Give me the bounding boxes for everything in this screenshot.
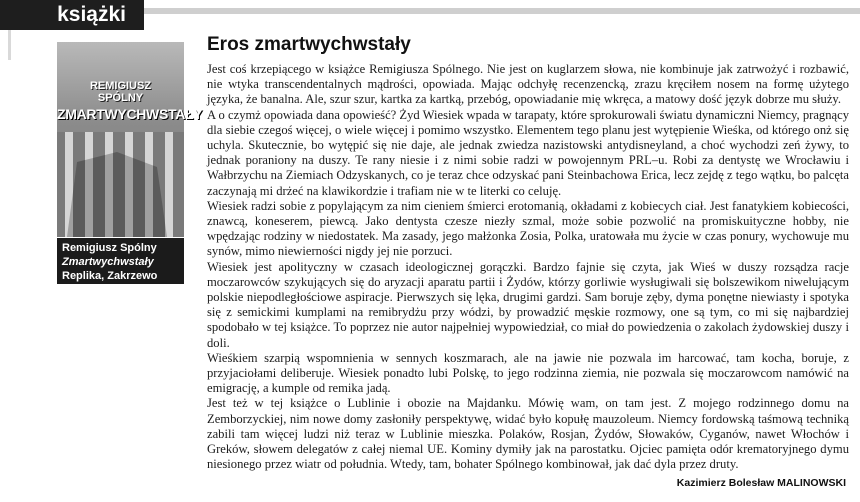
caption-author: Remigiusz Spólny <box>62 242 157 254</box>
cover-title: ZMARTWYCHWSTAŁY <box>57 106 203 122</box>
paragraph: Wiesiek radzi sobie z popylającym za nim cieniem śmierci erotomanią, okładami z kobiecych ciał. Jest fanatykiem kobiecości, znawcą, koneserem, piewcą. Jako dentysta czesze niezły szmal, może sobie pozwolić na promiskuityczne hobby, nie wpędzając rodziny w niedostatek. Ma zasady, jego małżonka Zosia, Polka, uratowała mu życie w czas ponury, wychowuje mu synów, mimo niewierności nigdy jej nie porzuci. <box>207 198 849 259</box>
book-cover-image <box>57 42 203 237</box>
paragraph: Wiesiek jest apolityczny w czasach ideologicznej gorączki. Bardzo fajnie się czyta, jak Wieś w duszy rozsądza racje moczarowców szykujących się do aryzacji aparatu partii i Żydów, którzy gorliwie wysługiwali się bolszewikom niwelującym polskie niepodległościowe aspiracje. Pierwszych się lęka, drugimi gardzi. Sam boruje zęby, dyma ponętne niewiasty i spotyka się z semickimi kumplami na remibrydżu przy wódzi, by prowadzić męskie rozmowy, one są tym, co mi się najbardziej spodobało w tej książce. To poprzez nie autor najpełniej wypowiedział, co miał do powiedzenia o zakolach żydowskiej duszy i doli. <box>207 259 849 350</box>
sidebar-rule <box>8 30 11 60</box>
paragraph: Jest coś krzepiącego w książce Remigiusza Spólnego. Nie jest on kuglarzem słowa, nie kombinuje jak zatrwożyć i rozbawić, nie wtyka transcendentalnych mądrości, opowiada. Mając odchyłę recenzencką, zrazu kręciłem nosem na formę użytego języka, że banalna. Ale, szur szur, kartka za kartką, przebóg, opowiadanie mię wkręca, a matowy dość język dobrze mu służy. <box>207 62 849 107</box>
top-rule <box>144 8 860 14</box>
paragraph: Jest też w tej książce o Lublinie i obozie na Majdanku. Mówię wam, on tam jest. Z mojego rodzinnego domu na Zemborzyckiej, nim nowe domy zasłoniły perspektywę, widać było kopułę mauzoleum. Niemcy fordowską taśmową techniką zabili tam więcej ludzi niż teraz w Lublinie mieszka. Polaków, Rosjan, Żydów, Słowaków, Cyganów, nawet Włochów i Greków, słowem delegatów z całej niemal UE. Kominy dymiły jak na parostatku. Ojciec pamięta odór krematoryjnego dymu niesionego przez wiatr od południa. Wtedy, tam, bohater Spólnego kombinował, jak dać dyla przez druty. <box>207 396 849 472</box>
article-body <box>207 62 849 472</box>
cover-author: REMIGIUSZ SPÓLNY <box>89 80 152 104</box>
cover-striped-fabric <box>57 132 184 237</box>
article-headline: Eros zmartwychwstały <box>207 34 411 55</box>
caption-publisher: Replika, Zakrzewo 2007 <box>62 270 158 296</box>
paragraph: Wieśkiem szarpią wspomnienia w sennych koszmarach, ale na jawie nie pozwala im harcować, tam kocha, boruje, z przyjaciołami deliberuje. Wiesiek ponadto lubi Polskę, to jego rodzinna ziemia, nie pozwala się moczarowcom namówić na emigrację, a kumple od remika jadą. <box>207 350 849 396</box>
caption-title: Zmartwychwstały <box>62 256 154 268</box>
book-caption <box>57 238 184 296</box>
article-byline: Kazimierz Bolesław MALINOWSKI <box>676 477 846 489</box>
section-label: książki <box>0 0 144 30</box>
paragraph: A o czymż opowiada dana opowieść? Żyd Wiesiek wpada w tarapaty, które sprokurowali światu dynamiczni Niemcy, pragnący dla siebie czegoś więcej, o wiele więcej i pomimo wszystko. Elementem tego planu jest wytępienie Wieśka, od którego onż się uchyla. Skutecznie, bo wytępić się nie daje, ale jednak zwiedza nazistowski antydisneyland, a choć wychodzi zeń żywy, to jednak poraniony na duszy. Te rany niesie i z nimi sobie radzi w powojennym PRL–u. Robi za dentystę we Wrocławiu i Wałbrzychu na Ziemiach Odzyskanych, co je teraz chce odzyskać pani Steinbachowa Erica, lecz zejdę z tego wątku, bo palcęta zaczynają mi drżeć na klawikordzie i trafiam nie w te literki co celuję. <box>207 107 850 198</box>
